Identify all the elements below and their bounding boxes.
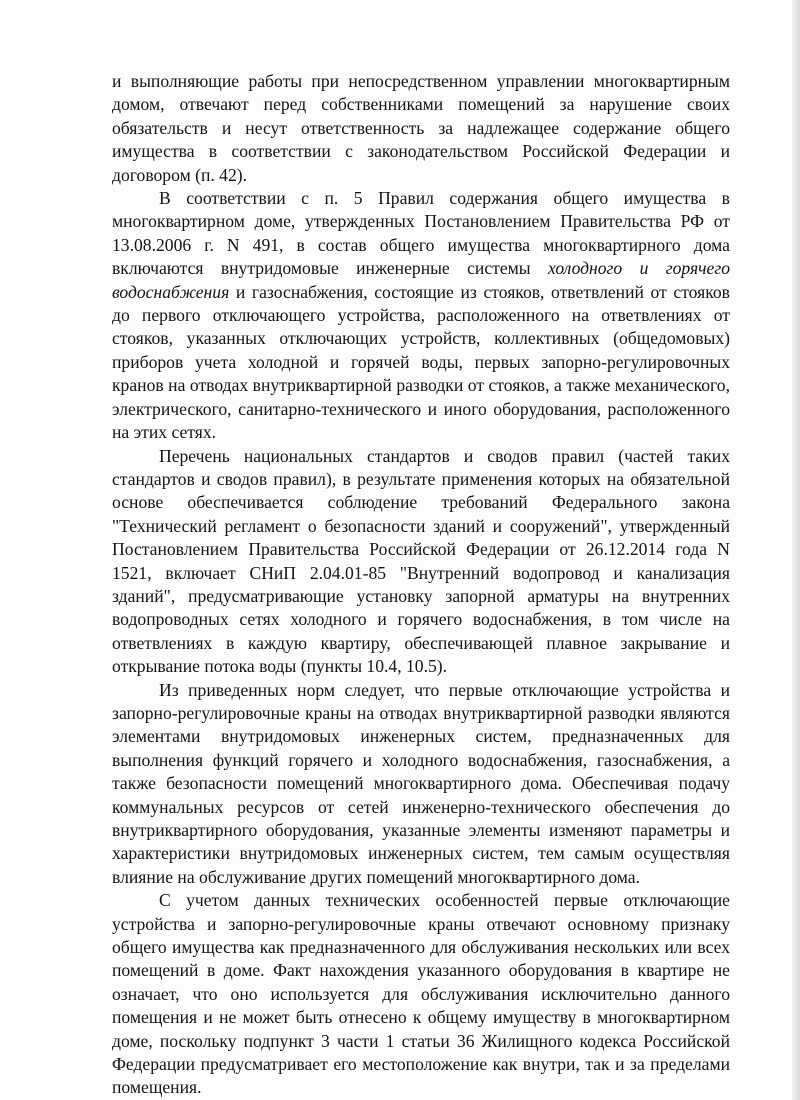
paragraph-1 bbox=[112, 70, 730, 187]
paragraph-4 bbox=[112, 679, 730, 890]
paragraph-4-text: Из приведенных норм следует, что первые отключающие устройства и запорно-регулировочные краны на отводах внутриквартирной разводки являются элементами внутридомовых инженерных систем, предназначенных для выполнения функций горячего и холодного водоснабжения, газоснабжения, а также безопасности помещений многоквартирного дома. Обеспечивая подачу коммунальных ресурсов от сетей инженерно-технического обеспечения до внутриквартирного оборудования, указанные элементы изменяют параметры и характеристики внутридомовых инженерных систем, тем самым осуществляя влияние на обслуживание других помещений многоквартирного дома. bbox=[112, 679, 730, 887]
paragraph-2-text-a: В соответствии с п. 5 Правил содержания общего имущества в многоквартирном доме, утвержденных Постановлением Правительства РФ от 13.08.2006 г. N 491, в состав общего имущества многоквартирного дома включаются внутридомовые инженерные системы bbox=[112, 188, 730, 279]
paragraph-3 bbox=[112, 445, 730, 679]
paragraph-2-text-b: и газоснабжения, состоящие из стояков, ответвлений от стояков до первого отключающего устройства, расположенного на ответвлениях от стояков, указанных отключающих устройств, коллективных (общедомовых) приборов учета холодной и горячей воды, первых запорно-регулировочных кранов на отводах внутриквартирной разводки от стояков, а также механического, электрического, санитарно-технического и иного оборудования, расположенного на этих сетях. bbox=[112, 281, 730, 443]
paragraph-2 bbox=[112, 187, 730, 444]
paragraph-5 bbox=[112, 889, 730, 1100]
document-body bbox=[112, 70, 730, 1100]
paragraph-5-text: С учетом данных технических особенностей первые отключающие устройства и запорно-регулировочные краны отвечают основному признаку общего имущества как предназначенного для обслуживания нескольких или всех помещений в доме. Факт нахождения указанного оборудования в квартире не означает, что оно используется для обслуживания исключительно данного помещения и не может быть отнесено к общему имуществу в многоквартирном доме, поскольку подпункт 3 части 1 статьи 36 Жилищного кодекса Российской Федерации предусматривает его местоположение как внутри, так и за пределами помещения. bbox=[112, 890, 730, 1098]
page-edge-shadow bbox=[792, 0, 800, 1100]
paragraph-2-italic-emphasis: холодного и горячего водоснабжения bbox=[112, 258, 730, 302]
paragraph-3-text: Перечень национальных стандартов и сводов правил (частей таких стандартов и сводов правил), в результате применения которых на обязательной основе обеспечивается соблюдение требований Федерального закона "Технический регламент о безопасности зданий и сооружений", утвержденный Постановлением Правительства Российской Федерации от 26.12.2014 года N 1521, включает СНиП 2.04.01-85 "Внутренний водопровод и канализация зданий", предусматривающие установку запорной арматуры на внутренних водопроводных сетях холодного и горячего водоснабжения, в том числе на ответвлениях в каждую квартиру, обеспечивающей плавное закрывание и открывание потока воды (пункты 10.4, 10.5). bbox=[112, 445, 730, 677]
paragraph-1-text: и выполняющие работы при непосредственном управлении многоквартирным домом, отвечают перед собственниками помещений за нарушение своих обязательств и несут ответственность за надлежащее содержание общего имущества в соответствии с законодательством Российской Федерации и договором (п. 42). bbox=[112, 71, 730, 185]
